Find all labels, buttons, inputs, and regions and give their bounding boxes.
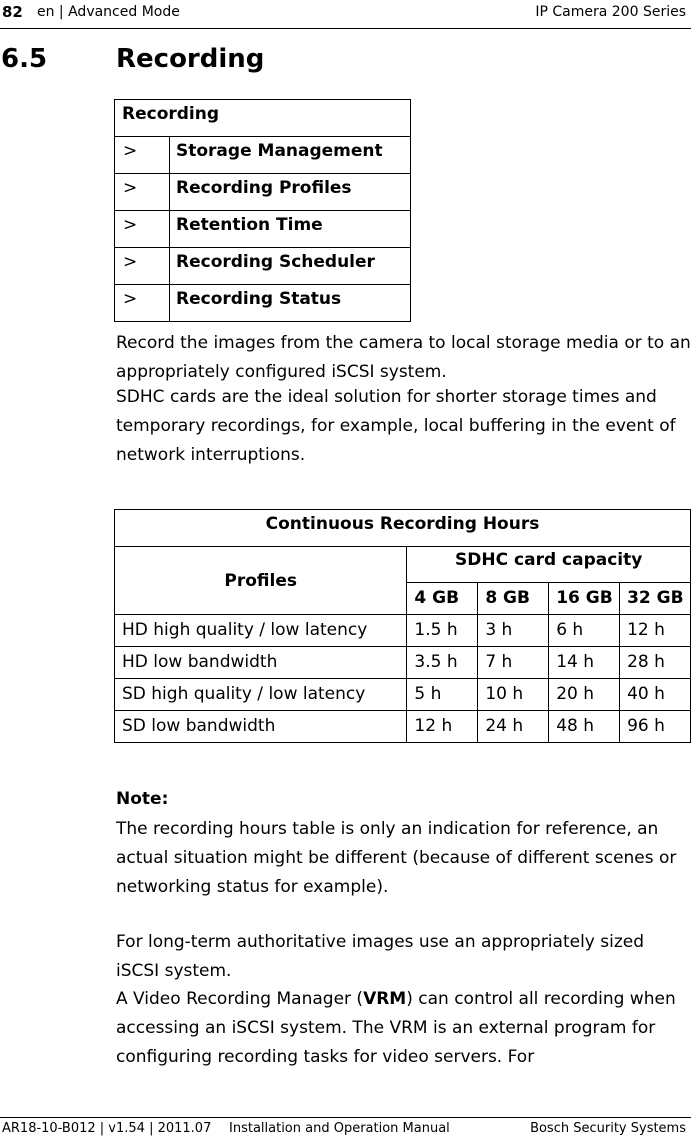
hours-cell: 40 h	[620, 679, 691, 711]
hours-table-title: Continuous Recording Hours	[115, 510, 691, 547]
arrow-icon: >	[115, 285, 170, 322]
page-number: 82	[2, 3, 23, 21]
capacity-32gb: 32 GB	[620, 583, 691, 615]
table-row	[115, 615, 691, 647]
company-name: Bosch Security Systems	[530, 1121, 686, 1136]
hours-cell: 12 h	[407, 711, 478, 743]
menu-item-retention-time: Retention Time	[170, 211, 411, 248]
menu-item-recording-scheduler: Recording Scheduler	[170, 248, 411, 285]
profile-cell: HD high quality / low latency	[115, 615, 407, 647]
vrm-abbreviation: VRM	[363, 989, 407, 1009]
capacity-4gb: 4 GB	[407, 583, 478, 615]
vrm-text-after: ) can control all recording when accessing an iSCSI system. The VRM is an external program for configuring recording tasks for video servers. For	[116, 989, 676, 1067]
hours-cell: 96 h	[620, 711, 691, 743]
vrm-paragraph	[116, 985, 691, 1072]
hours-cell: 5 h	[407, 679, 478, 711]
product-series: IP Camera 200 Series	[535, 4, 686, 20]
iscsi-paragraph: For long-term authoritative images use an appropriately sized iSCSI system.	[116, 932, 645, 981]
arrow-icon: >	[115, 174, 170, 211]
profile-cell: SD low bandwidth	[115, 711, 407, 743]
hours-cell: 10 h	[478, 679, 549, 711]
table-row	[115, 285, 411, 322]
table-row	[115, 174, 411, 211]
document-id: AR18-10-B012 | v1.54 | 2011.07	[2, 1121, 212, 1136]
hours-cell: 3.5 h	[407, 647, 478, 679]
section-label: en | Advanced Mode	[37, 4, 180, 20]
hours-cell: 48 h	[549, 711, 620, 743]
profile-cell: HD low bandwidth	[115, 647, 407, 679]
heading-number: 6.5	[1, 44, 48, 74]
note-label: Note:	[116, 789, 169, 809]
hours-cell: 20 h	[549, 679, 620, 711]
arrow-icon: >	[115, 211, 170, 248]
hours-cell: 28 h	[620, 647, 691, 679]
capacity-16gb: 16 GB	[549, 583, 620, 615]
menu-path-table	[114, 99, 411, 322]
manual-title: Installation and Operation Manual	[229, 1121, 450, 1136]
table-row	[115, 137, 411, 174]
menu-table-title: Recording	[115, 100, 411, 137]
arrow-icon: >	[115, 248, 170, 285]
table-row	[115, 679, 691, 711]
page-header	[0, 0, 691, 29]
profile-cell: SD high quality / low latency	[115, 679, 407, 711]
arrow-icon: >	[115, 137, 170, 174]
note-paragraph: The recording hours table is only an indication for reference, an actual situation might be different (because of different scenes or networking status for example).	[116, 819, 677, 897]
hours-cell: 12 h	[620, 615, 691, 647]
hours-cell: 24 h	[478, 711, 549, 743]
table-row	[115, 647, 691, 679]
menu-item-recording-status: Recording Status	[170, 285, 411, 322]
hours-cell: 6 h	[549, 615, 620, 647]
hours-cell: 7 h	[478, 647, 549, 679]
capacity-header: SDHC card capacity	[407, 547, 691, 583]
vrm-text-before: A Video Recording Manager (	[116, 989, 364, 1009]
page-title: Recording	[116, 44, 265, 74]
menu-item-recording-profiles: Recording Profiles	[170, 174, 411, 211]
table-row	[115, 248, 411, 285]
sdhc-paragraph: SDHC cards are the ideal solution for shorter storage times and temporary recordings, for example, local buffering in the event of network interruptions.	[116, 387, 676, 465]
recording-hours-table	[114, 509, 691, 743]
capacity-8gb: 8 GB	[478, 583, 549, 615]
table-row	[115, 711, 691, 743]
table-row	[115, 211, 411, 248]
page-footer	[0, 1117, 691, 1137]
hours-cell: 1.5 h	[407, 615, 478, 647]
hours-cell: 3 h	[478, 615, 549, 647]
hours-cell: 14 h	[549, 647, 620, 679]
intro-paragraph: Record the images from the camera to local storage media or to an appropriately configured iSCSI system.	[116, 333, 691, 382]
profiles-header: Profiles	[115, 547, 407, 615]
menu-item-storage-management: Storage Management	[170, 137, 411, 174]
